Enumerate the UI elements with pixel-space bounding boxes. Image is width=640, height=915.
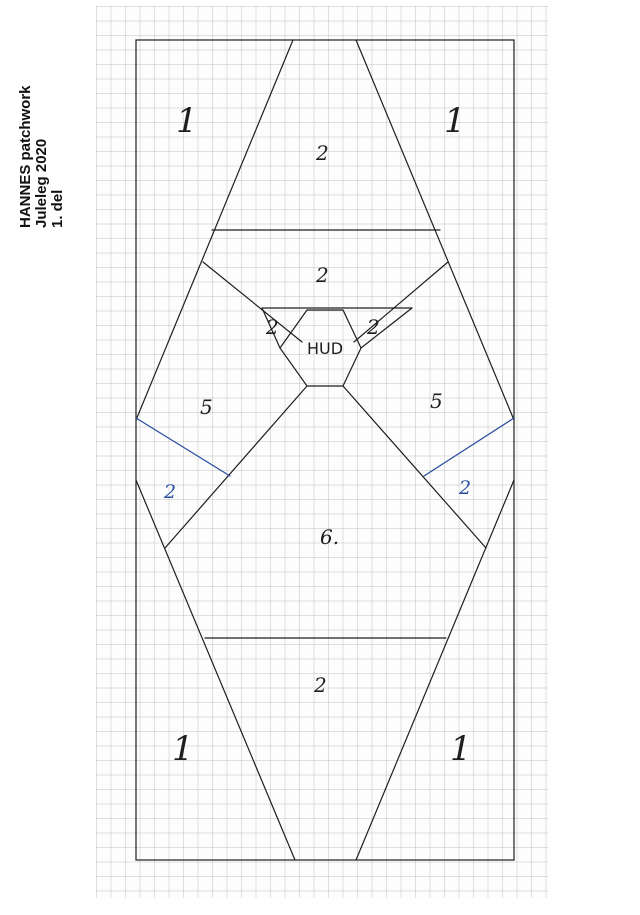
label-corner-top-right: 1 xyxy=(444,101,466,141)
body-right-diagonal xyxy=(343,386,486,548)
lower-right-edge xyxy=(356,480,514,860)
label-face: HUD xyxy=(307,339,344,358)
label-small-right: 2 xyxy=(367,315,380,339)
v-left-line xyxy=(203,262,302,342)
label-body: 6. xyxy=(320,525,340,549)
title-line-3: 1. del xyxy=(49,189,66,228)
label-corner-bottom-left: 1 xyxy=(172,729,194,769)
title-line-1: HANNES patchwork xyxy=(17,85,34,228)
label-arm-left: 2 xyxy=(164,481,177,503)
label-corner-top-left: 1 xyxy=(176,101,198,141)
label-side-left: 5 xyxy=(200,395,213,419)
label-hat-top: 2 xyxy=(316,141,329,165)
label-side-right: 5 xyxy=(430,389,443,413)
label-small-left: 2 xyxy=(266,315,279,339)
arm-right-line xyxy=(424,418,514,476)
label-arm-right: 2 xyxy=(459,477,472,499)
label-hat-band: 2 xyxy=(316,263,329,287)
arm-left-line xyxy=(136,418,230,476)
lower-left-edge xyxy=(136,480,295,860)
body-left-diagonal xyxy=(165,386,307,548)
label-lower: 2 xyxy=(314,673,327,697)
title-line-2: Juleleg 2020 xyxy=(33,138,50,228)
label-corner-bottom-right: 1 xyxy=(450,729,472,769)
